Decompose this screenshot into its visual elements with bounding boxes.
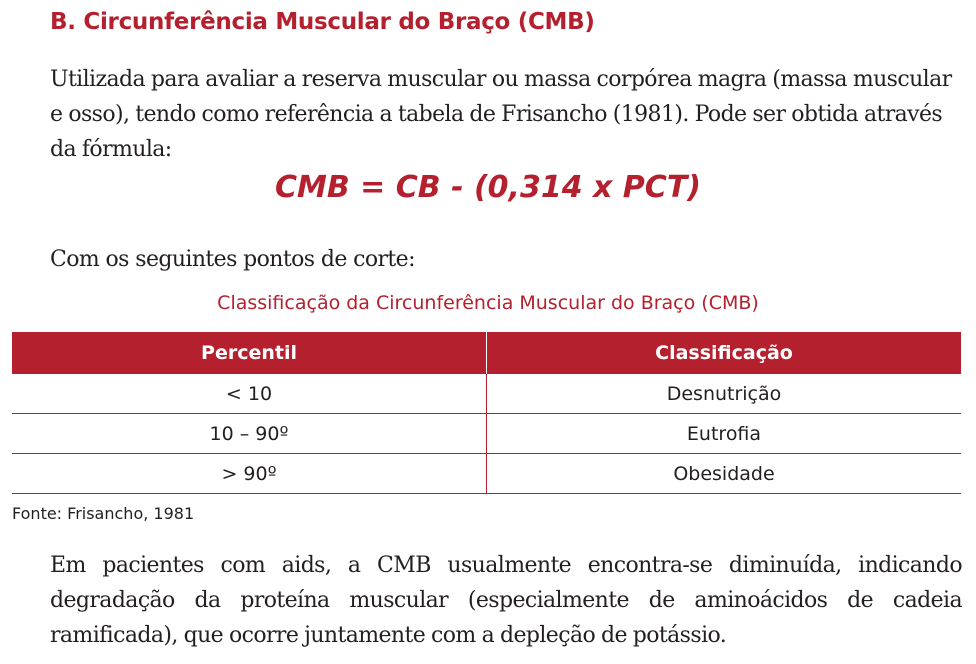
table-row: [12, 454, 961, 494]
aids-paragraph: Em pacientes com aids, a CMB usualmente encontra-se diminuída, indicando degradação da proteína muscular (especialmente de aminoácidos de cadeia ramificada), que ocorre juntamente com a depleção de potássio.: [50, 553, 962, 648]
header-percentil: Percentil: [12, 332, 487, 374]
cell-classificacao: Obesidade: [487, 454, 962, 494]
table-row: [12, 414, 961, 454]
table-source: Fonte: Frisancho, 1981: [12, 504, 195, 523]
table-row: [12, 374, 961, 414]
classification-table: [12, 332, 961, 494]
table-caption: Classificação da Circunferência Muscular do Braço (CMB): [217, 292, 759, 314]
cell-classificacao: Desnutrição: [487, 374, 962, 414]
cutoff-intro-text: Com os seguintes pontos de corte:: [50, 247, 415, 272]
cell-percentil: < 10: [12, 374, 487, 414]
cell-percentil: > 90º: [12, 454, 487, 494]
cell-classificacao: Eutrofia: [487, 414, 962, 454]
cmb-formula: CMB = CB - (0,314 x PCT): [274, 170, 701, 205]
intro-paragraph: Utilizada para avaliar a reserva muscular ou massa corpórea magra (massa muscular e osso), tendo como referência a tabela de Frisancho (1981). Pode ser obtida através da fórmula:: [50, 67, 952, 162]
header-classificacao: Classificação: [487, 332, 962, 374]
table-header-row: [12, 332, 961, 374]
cell-percentil: 10 – 90º: [12, 414, 487, 454]
section-heading: B. Circunferência Muscular do Braço (CMB): [50, 9, 595, 35]
